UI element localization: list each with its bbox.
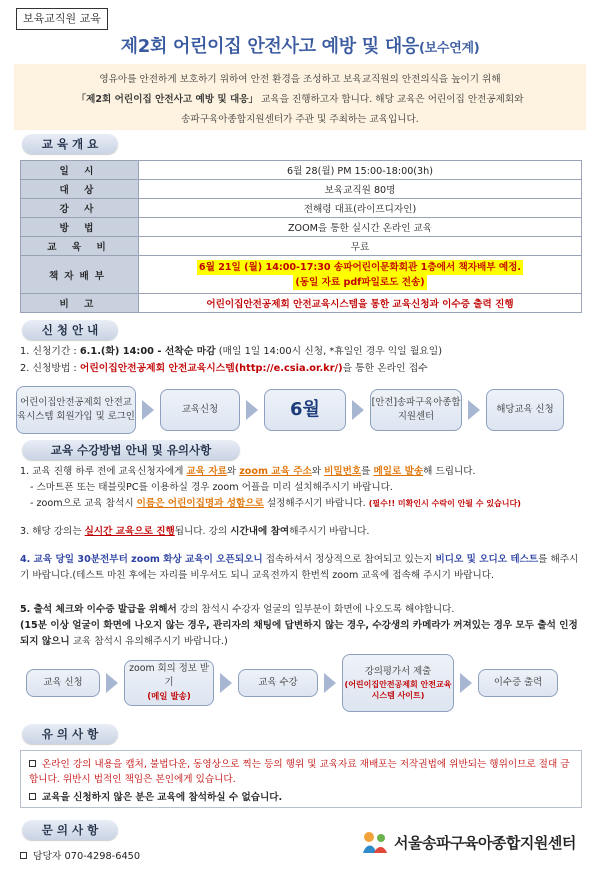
attend-flow bbox=[26, 654, 558, 712]
method-sub-2 bbox=[20, 496, 586, 512]
apply-flow bbox=[16, 386, 564, 434]
arrow-right-icon bbox=[460, 673, 472, 693]
table-row bbox=[21, 199, 582, 218]
page-title bbox=[40, 32, 560, 58]
text: 1. 교육 진행 하루 전에 교육신청자에게 bbox=[20, 466, 187, 477]
flow-step: 어린이집안전공제회 안전교육시스템 회원가입 및 로그인 bbox=[16, 386, 136, 434]
table-row bbox=[21, 218, 582, 237]
text: 와 bbox=[226, 466, 240, 477]
text: 시간내에 참여 bbox=[230, 526, 290, 537]
text: zoom 교육 주소 bbox=[239, 466, 312, 477]
center-logo bbox=[360, 829, 576, 855]
text: (어린이집안전공제회 안전교육 시스템 사이트) bbox=[344, 680, 452, 700]
text: - zoom으로 교육 참석시 bbox=[30, 498, 137, 509]
flow-step: 이수증 출력 bbox=[478, 669, 558, 697]
arrow-right-icon bbox=[142, 400, 154, 420]
flow-step: 교육 신청 bbox=[26, 669, 100, 697]
apply-period-note: (매일 1일 14:00시 신청, *휴일인 경우 익일 월요일) bbox=[218, 346, 443, 357]
text: 접속하셔서 정상적으로 참여되고 있는지 bbox=[262, 554, 436, 565]
text: 해 드립니다. bbox=[423, 466, 476, 477]
table-row bbox=[21, 180, 582, 199]
center-logo-text: 서울송파구육아종합지원센터 bbox=[394, 833, 576, 852]
arrow-right-icon bbox=[246, 400, 258, 420]
method-item-5 bbox=[20, 602, 586, 650]
intro-line-2-rest: 교육을 진행하고자 합니다. 해당 교육은 어린이집 안전공제회와 bbox=[261, 94, 524, 105]
title-suffix: (보수연계) bbox=[419, 41, 480, 56]
intro-line-1: 영유아를 안전하게 보호하기 위하여 안전 환경을 조성하고 보육교직원의 안전의식을 높이기 위해 bbox=[99, 74, 501, 85]
text: 됩니다. 강의 bbox=[174, 526, 231, 537]
apply-method-note: 을 통한 온라인 접수 bbox=[342, 363, 428, 374]
intro-line-3: 송파구육아종합지원센터가 주관 및 주최하는 교육입니다. bbox=[181, 114, 419, 125]
flow-step: 교육신청 bbox=[160, 389, 240, 431]
text: (15분 이상 얼굴이 화면에 나오지 않는 경우, 관리자의 채팅에 답변하지 않는 경우, 수강생의 카메라가 꺼져있는 경우 모두 출석 인정되지 않으니 bbox=[20, 620, 578, 647]
section-overview-heading: 교 육 개 요 bbox=[22, 134, 118, 154]
method-item-1 bbox=[20, 464, 586, 512]
text: 4. 교육 당일 30분전부터 zoom 화상 교육이 오픈되오니 bbox=[20, 554, 263, 565]
row-key: 방 법 bbox=[21, 218, 139, 237]
flow-step: 교육 수강 bbox=[238, 669, 318, 697]
text: 비디오 및 오디오 테스트 bbox=[435, 554, 539, 565]
row-value: 보육교직원 80명 bbox=[139, 180, 582, 199]
method-sub-1: - 스마트폰 또는 태블릿PC를 이용하실 경우 zoom 어플을 미리 설치해주시기 바랍니다. bbox=[30, 482, 393, 493]
intro-highlight: 「제2회 어린이집 안전사고 예방 및 대응」 bbox=[76, 94, 259, 105]
text: 강의평가서 제출 bbox=[364, 666, 432, 677]
row-key: 비 고 bbox=[21, 294, 139, 313]
bullet-square-icon bbox=[20, 852, 27, 859]
flow-step: [안전]송파구육아종합지원센터 bbox=[370, 389, 462, 431]
row-value: 6월 28(월) PM 15:00-18:00(3h) bbox=[139, 161, 582, 180]
apply-method-label: 2. 신청방법 : bbox=[20, 363, 77, 374]
text: 온라인 강의 내용을 캡처, 불법다운, 동영상으로 찍는 등의 행위 및 교육자료 재배포는 저작권법에 위반되는 행위이므로 절대 금합니다. 위반시 법적인 책임은 본인에게 있습니다. bbox=[29, 759, 570, 785]
text: 교육을 신청하지 않은 분은 교육에 참석하실 수 없습니다. bbox=[42, 792, 283, 803]
arrow-right-icon bbox=[106, 673, 118, 693]
row-value: ZOOM을 통한 실시간 온라인 교육 bbox=[139, 218, 582, 237]
text: 를 해주시기 바랍니다.(테스트 마친 후에는 자리를 비우셔도 되니 교육전까지 한번씩 zoom 교육에 접속해 주시기 바랍니다. bbox=[20, 554, 579, 581]
text: 실시간 교육으로 진행 bbox=[84, 526, 175, 537]
text: (메일 발송) bbox=[147, 692, 191, 702]
title-main: 제2회 어린이집 안전사고 예방 및 대응 bbox=[120, 36, 420, 57]
row-key: 일 시 bbox=[21, 161, 139, 180]
apply-period bbox=[20, 344, 442, 360]
row-key: 교 육 비 bbox=[21, 237, 139, 256]
overview-table bbox=[20, 160, 582, 313]
table-row bbox=[21, 256, 582, 294]
contact-text: 담당자 070-4298-6450 bbox=[33, 851, 141, 862]
caution-line-2 bbox=[29, 790, 573, 805]
flow-step: 6월 bbox=[264, 389, 346, 431]
apply-method-link[interactable]: 어린이집안전공제회 안전교육시스템(http://e.csia.or.kr/) bbox=[79, 363, 343, 374]
text: 교육 자료 bbox=[186, 466, 227, 477]
text: 3. 해당 강의는 bbox=[20, 526, 85, 537]
row-key: 대 상 bbox=[21, 180, 139, 199]
text: zoom 회의 정보 받기 bbox=[129, 663, 209, 688]
caution-line-1 bbox=[29, 757, 573, 787]
row-key: 책자배부 bbox=[21, 256, 139, 294]
bullet-square-icon bbox=[29, 793, 36, 800]
booklet-line-1: 6월 21일 (월) 14:00-17:30 송파어린이문화회관 1층에서 책자배부 예정. bbox=[198, 261, 522, 273]
intro-line-2 bbox=[24, 90, 576, 110]
text: 비밀번호 bbox=[324, 466, 362, 477]
text: 와 bbox=[311, 466, 325, 477]
text: 교육 참석시 유의해주시기 바랍니다.) bbox=[69, 636, 228, 647]
arrow-right-icon bbox=[468, 400, 480, 420]
flow-step bbox=[124, 660, 214, 706]
row-value: 어린이집안전공제회 안전교육시스템을 통한 교육신청과 이수증 출력 진행 bbox=[139, 294, 582, 313]
arrow-right-icon bbox=[352, 400, 364, 420]
bullet-square-icon bbox=[29, 760, 36, 767]
flow-step bbox=[342, 654, 454, 712]
text: 이름은 어린이집명과 성함으로 bbox=[136, 498, 264, 509]
section-apply-heading: 신 청 안 내 bbox=[22, 320, 118, 340]
arrow-right-icon bbox=[324, 673, 336, 693]
arrow-right-icon bbox=[220, 673, 232, 693]
method-item-4 bbox=[20, 552, 586, 584]
flow-step: 해당교육 신청 bbox=[486, 389, 564, 431]
center-logo-icon bbox=[360, 829, 390, 855]
apply-period-label: 1. 신청기간 : bbox=[20, 346, 77, 357]
text: 5. 출석 체크와 이수증 발급을 위해서 bbox=[20, 604, 177, 615]
table-row bbox=[21, 161, 582, 180]
text: (필수!! 미확인시 수락이 안될 수 있습니다) bbox=[368, 499, 521, 508]
category-tag: 보육교직원 교육 bbox=[16, 8, 108, 30]
text: 해주시기 바랍니다. bbox=[289, 526, 370, 537]
row-key: 강 사 bbox=[21, 199, 139, 218]
row-value: 무료 bbox=[139, 237, 582, 256]
section-inquiry-heading: 문 의 사 항 bbox=[22, 820, 118, 840]
apply-method bbox=[20, 361, 428, 377]
text: 메일로 발송 bbox=[373, 466, 424, 477]
intro-box bbox=[14, 64, 586, 130]
caution-box bbox=[20, 750, 582, 808]
text: 를 bbox=[361, 466, 374, 477]
section-method-heading: 교육 수강방법 안내 및 유의사항 bbox=[22, 440, 240, 460]
booklet-line-2: (동일 자료 pdf파일로도 전송) bbox=[295, 276, 425, 288]
section-caution-heading: 유 의 사 항 bbox=[22, 724, 118, 744]
contact-info bbox=[20, 848, 140, 862]
text: 설정해주시기 바랍니다. bbox=[263, 498, 366, 509]
table-row bbox=[21, 294, 582, 313]
text: 강의 참석시 수강자 얼굴의 일부분이 화면에 나오도록 해야합니다. bbox=[176, 604, 455, 615]
table-row bbox=[21, 237, 582, 256]
apply-period-value: 6.1.(화) 14:00 - 선착순 마감 bbox=[79, 346, 216, 357]
row-value: 전해령 대표(라이프디자인) bbox=[139, 199, 582, 218]
method-item-3 bbox=[20, 524, 586, 540]
row-value bbox=[139, 256, 582, 294]
